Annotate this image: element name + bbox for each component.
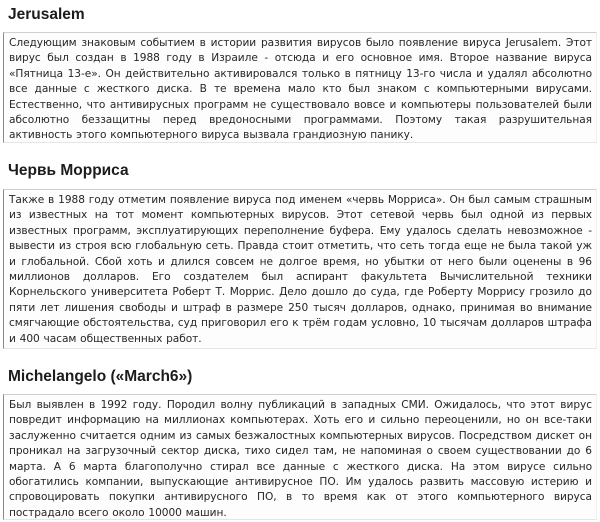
section-heading-michelangelo: Michelangelo («March6») [8, 368, 193, 385]
section-heading-jerusalem: Jerusalem [8, 6, 85, 23]
section-text-jerusalem: Следующим знаковым событием в истории развития вирусов было появление вируса Jerusalem. Этот вирус был создан в 1988 году в Израиле - отсюда и его основное имя. Второе название вируса «Пятница 13-е». Он действительно активировался только в пятницу 13-го числа и удалял абсолютно все данные с жесткого диска. В те времена мало кто был знаком с компьютерными вирусами. Естественно, что антивирусных программ не существовало вовсе и компьютеры пользователей были абсолютно беззащитны перед вредоносными программами. Поэтому такая разрушительная активность этого компьютерного вируса вызвала грандиозную панику. [9, 37, 592, 142]
section-text-box-morris-worm [3, 189, 597, 349]
section-text-michelangelo: Был выявлен в 1992 году. Породил волну публикаций в западных СМИ. Ожидалось, что этот вирус повредит информацию на миллионах компьютерах. Хоть его и сильно переоценили, но он все-таки заслуженно считается одним из самых безжалостных компьютерных вирусов. Посредством дискет он проникал на загрузочный сектор диска, тихо сидел там, не напоминая о своем существовании до 6 марта. А 6 марта благополучно стирал все данные с жесткого диска. На этом вирусе сильно обогатились компании, выпускающие антивирусное ПО. Им удалось развить массовую истерию и спровоцировать покупки антивирусного ПО, в то время как от этого компьютерного вируса пострадало всего около 10000 машин. [9, 399, 592, 519]
section-text-box-michelangelo [3, 394, 597, 520]
section-text-morris-worm: Также в 1988 году отметим появление вируса под именем «червь Морриса». Он был самым страшным из известных на тот момент компьютерных вирусов. Этот сетевой червь был одной из первых известных программ, эксплуатирующих переполнение буфера. Ему удалось сделать невозможное - вывести из строя всю глобальную сеть. Правда стоит отметить, что сеть тогда еще не была такой уж и глобальной. Сбой хоть и длился совсем не долгое время, но убытки от него были оценены в 96 миллионов долларов. Его создателем был аспирант факультета Вычислительной техники Корнельского университета Роберт Т. Моррис. Дело дошло до суда, где Роберту Моррису грозило до пяти лет лишения свободы и штраф в размере 250 тысяч долларов, однако, принимая во внимание смягчающие обстоятельства, суд приговорил его к трём годам условно, 10 тысячам долларов штрафа и 400 часам общественных работ. [9, 194, 592, 345]
section-text-box-jerusalem [3, 32, 597, 143]
section-heading-morris-worm: Червь Морриса [8, 162, 129, 179]
